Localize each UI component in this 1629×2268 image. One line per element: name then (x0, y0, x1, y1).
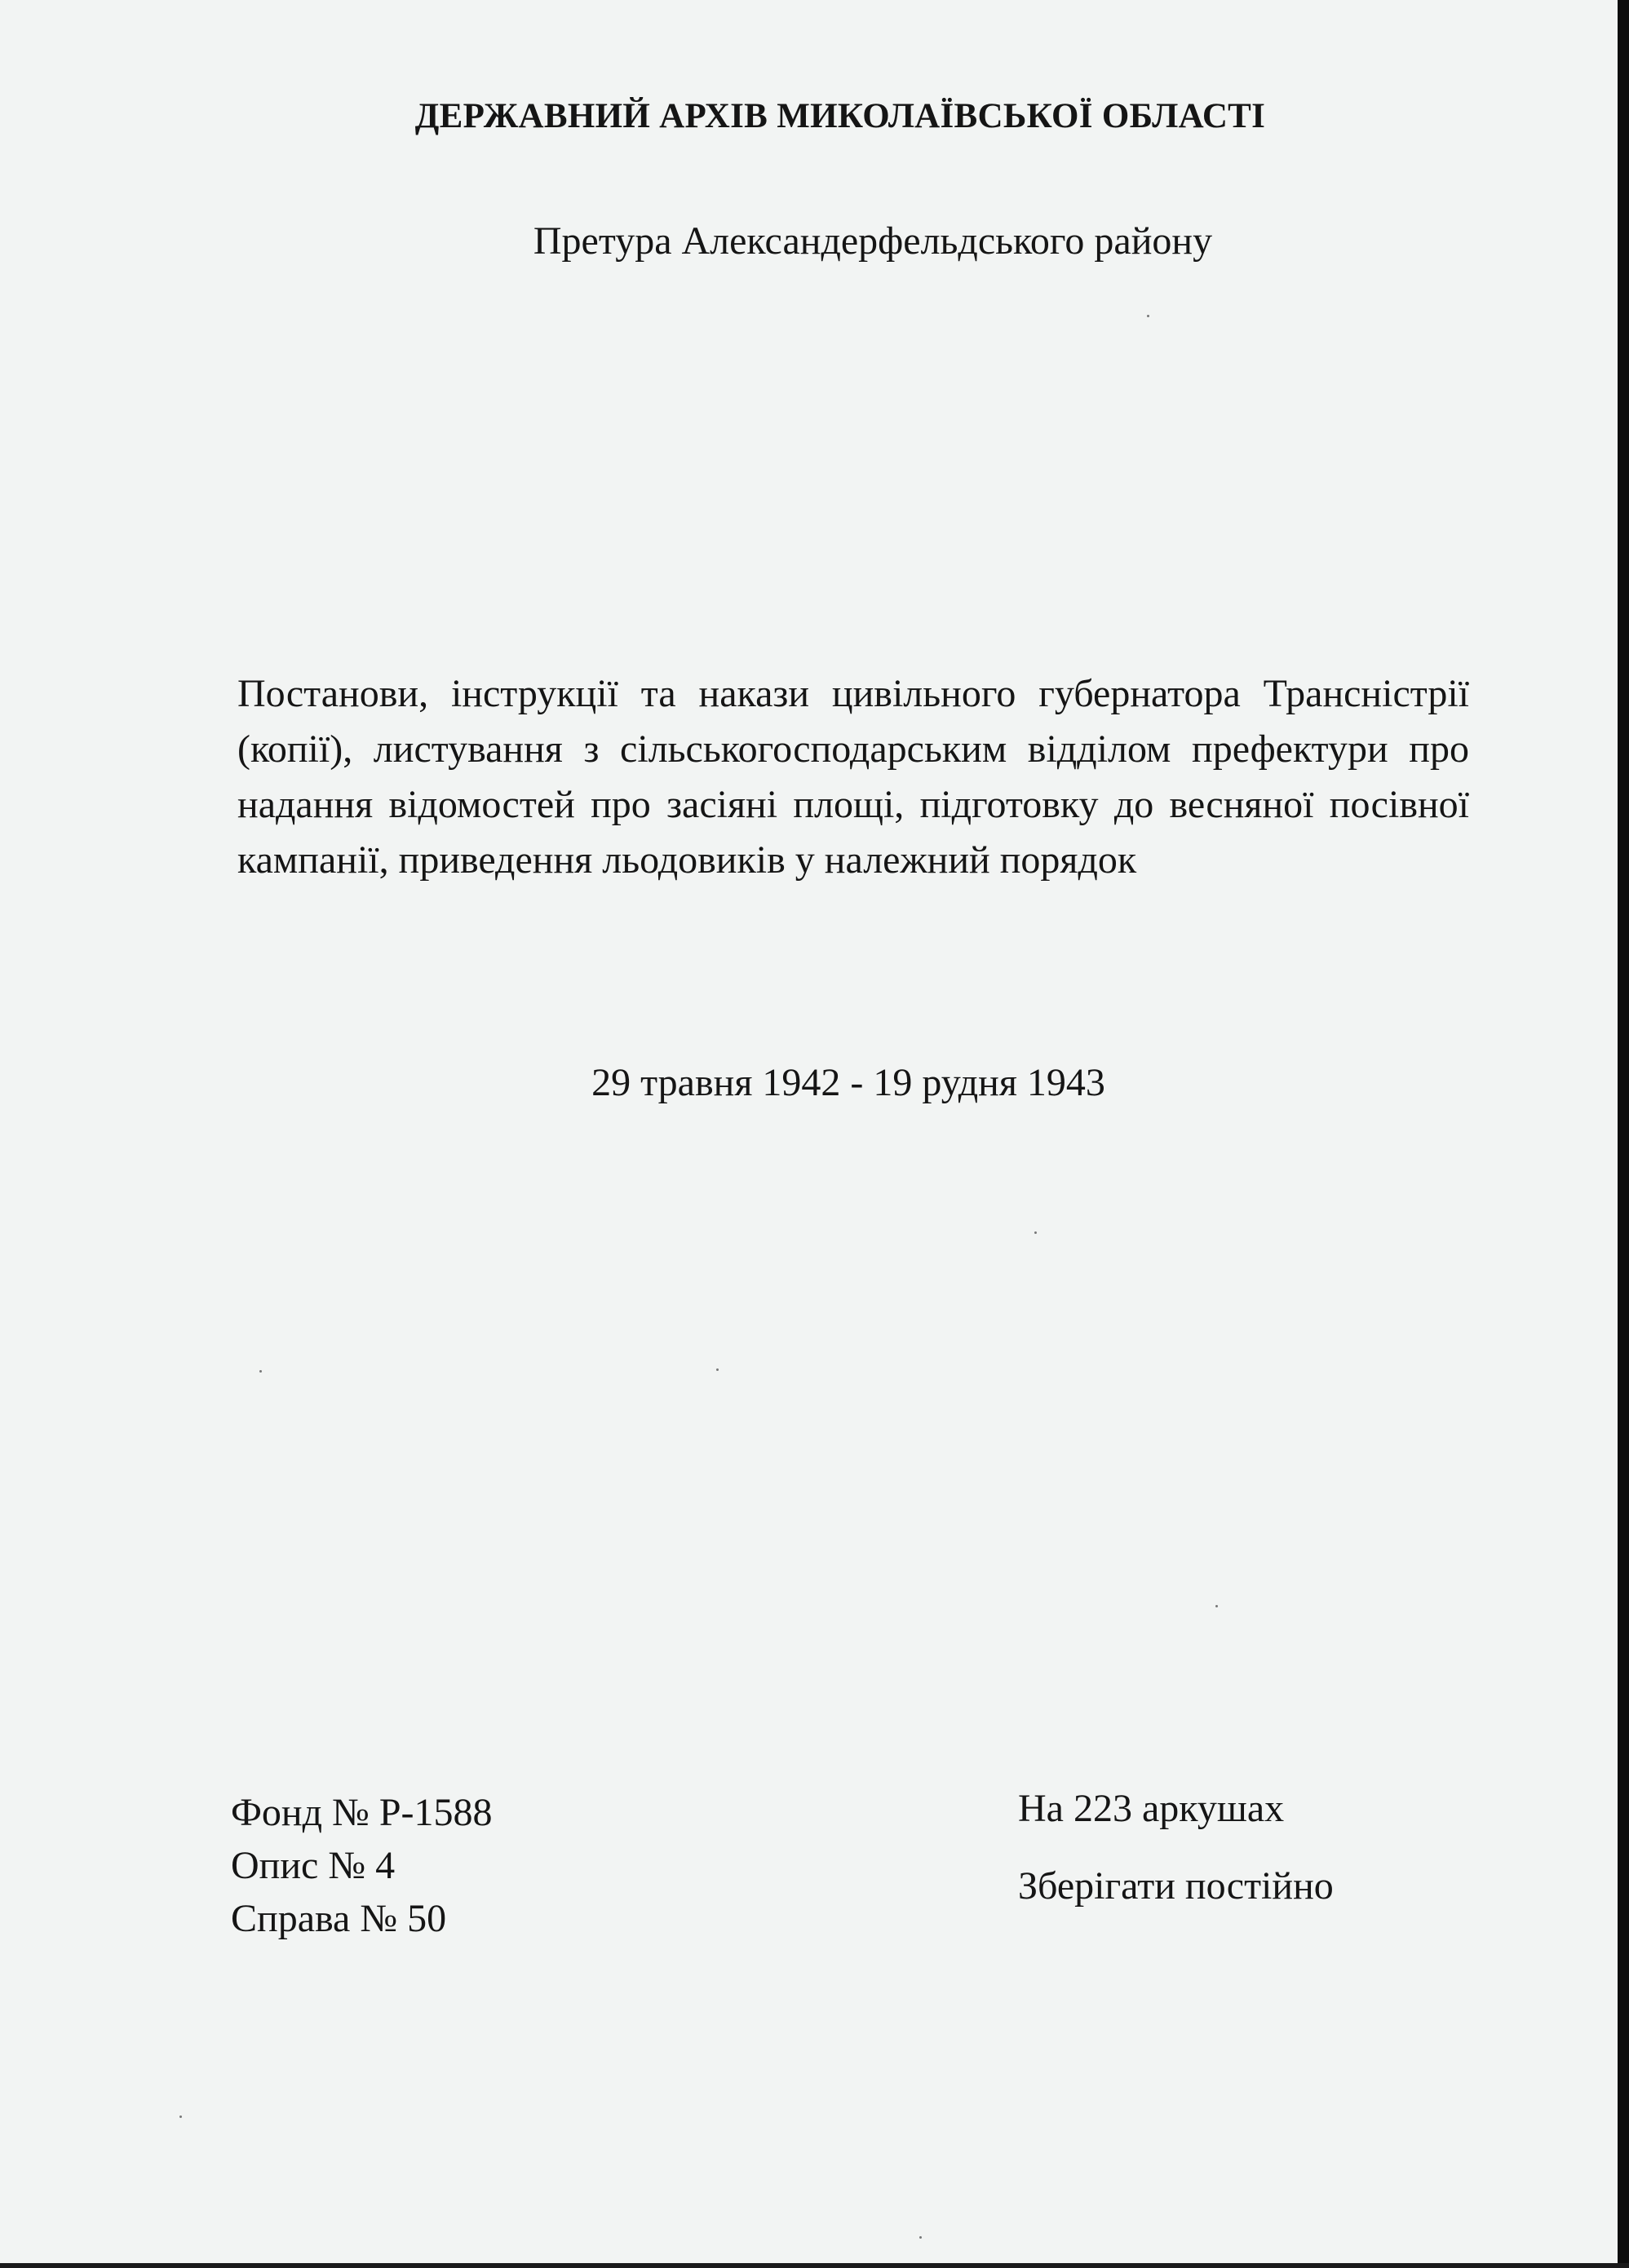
paper-speck (1215, 1605, 1218, 1607)
date-range: 29 травня 1942 - 19 рудня 1943 (591, 1061, 1105, 1104)
scanner-edge-bottom (0, 2263, 1629, 2268)
paper-speck (919, 2236, 922, 2239)
scanner-edge (1618, 0, 1629, 2268)
institution-name: Претура Александерфельдського району (533, 219, 1213, 263)
archive-title: ДЕРЖАВНИЙ АРХІВ МИКОЛАЇВСЬКОЇ ОБЛАСТІ (414, 97, 1266, 135)
file-number: Справа № 50 (231, 1897, 447, 1940)
inventory-number: Опис № 4 (231, 1844, 396, 1887)
fund-number: Фонд № Р-1588 (231, 1791, 493, 1834)
paper-speck (716, 1368, 719, 1371)
paper-speck (1034, 1231, 1037, 1234)
sheet-count: На 223 аркушах (1018, 1787, 1285, 1830)
storage-period: Зберігати постійно (1018, 1864, 1334, 1908)
paper-speck (179, 2115, 182, 2118)
archive-reference-block (231, 1786, 493, 1945)
paper-speck (259, 1370, 262, 1373)
storage-info-block (1018, 1786, 1334, 1908)
paper-speck (1147, 315, 1149, 317)
file-description: Постанови, інструкції та накази цивільного губернатора Трансністрії (копії), листування з сільськогосподарським відділом префектури про надання відомостей про засіяні площі, підготовку до весняної посівної кампанії, приведення льодовиків у належний порядок (237, 672, 1469, 882)
